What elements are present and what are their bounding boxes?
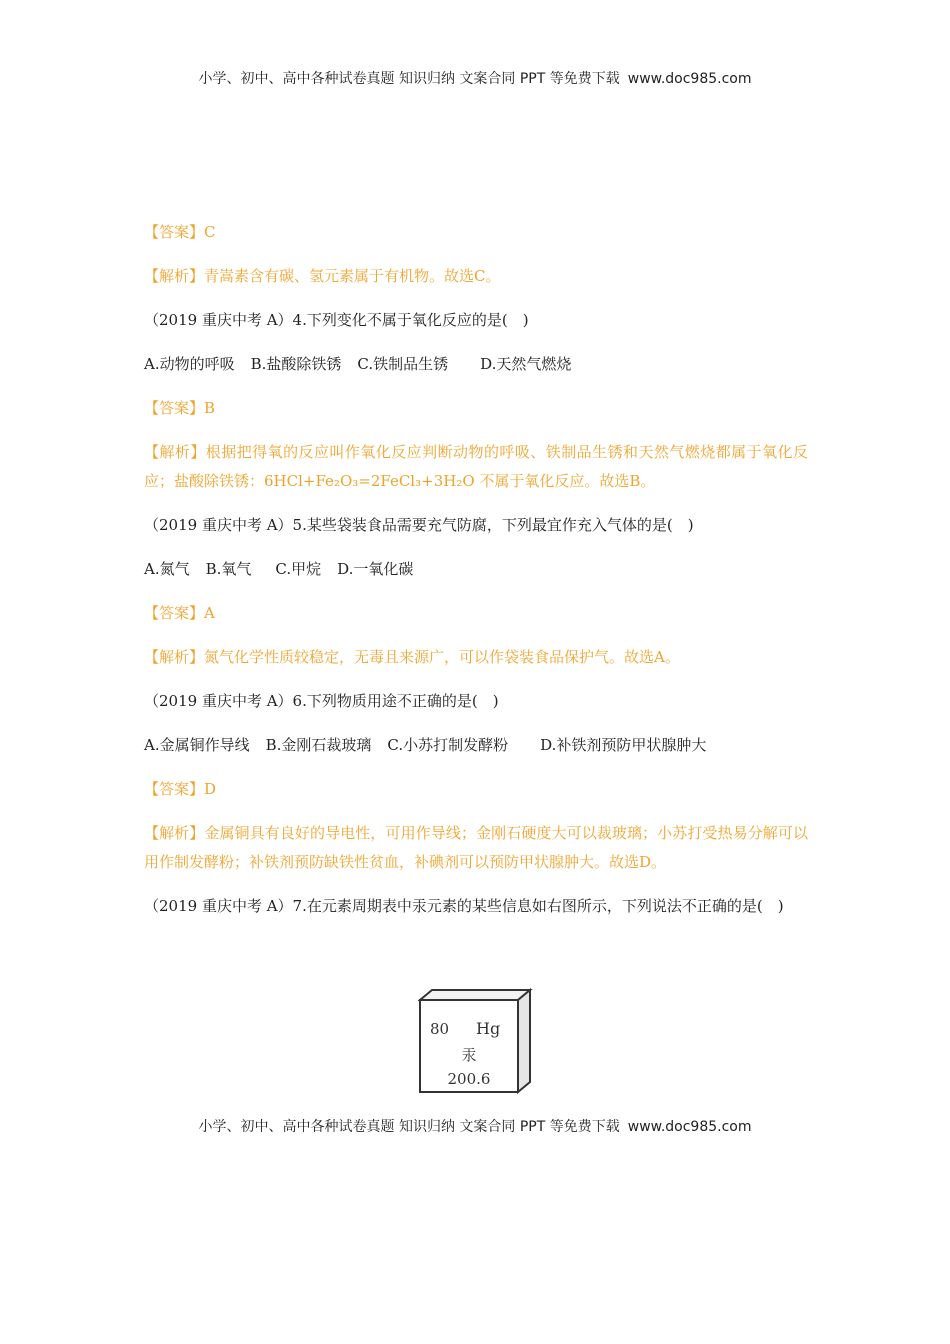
q5-option-b: B.氧气: [205, 560, 252, 578]
q4-answer: 【答案】B: [144, 399, 216, 417]
q5-option-d: D.一氧化碳: [337, 560, 414, 578]
q4-question: （2019 重庆中考 A）4.下列变化不属于氧化反应的是( ): [144, 311, 529, 329]
q6-options: [144, 731, 808, 760]
q5-question: （2019 重庆中考 A）5.某些袋装食品需要充气防腐，下列最宜作充入气体的是( ): [144, 516, 694, 534]
q6-option-c: C.小苏打制发酵粉: [387, 736, 509, 754]
mercury-element-cell: [418, 988, 534, 1096]
element-number: 80: [430, 1020, 450, 1038]
q6-option-b: B.金刚石裁玻璃: [265, 736, 372, 754]
q5-analysis: 【解析】氮气化学性质较稳定，无毒且来源广，可以作袋装食品保护气。故选A。: [144, 648, 680, 666]
element-symbol: Hg: [476, 1019, 501, 1038]
q4-option-d: D.天然气燃烧: [480, 355, 572, 373]
q3-answer: 【答案】C: [144, 223, 216, 241]
q4-analysis: 【解析】根据把得氧的反应叫作氧化反应判断动物的呼吸、铁制品生锈和天然气燃烧都属于氧化反应；盐酸除铁锈：6HCl+Fe₂O₃=2FeCl₃+3H₂O 不属于氧化反应。故选B。: [144, 443, 808, 490]
q5-option-a: A.氮气: [144, 560, 190, 578]
document-body: [144, 218, 808, 921]
header-text: 小学、初中、高中各种试卷真题 知识归纳 文案合同 PPT 等免费下载: [198, 71, 620, 87]
q4-option-c: C.铁制品生锈: [357, 355, 449, 373]
q5-answer: 【答案】A: [144, 604, 215, 622]
q6-option-d: D.补铁剂预防甲状腺肿大: [540, 736, 707, 754]
q4-option-b: B.盐酸除铁锈: [250, 355, 342, 373]
q6-question: （2019 重庆中考 A）6.下列物质用途不正确的是( ): [144, 692, 499, 710]
page-header: [0, 68, 950, 88]
footer-url[interactable]: www.doc985.com: [627, 1119, 752, 1135]
q5-option-c: C.甲烷: [275, 560, 322, 578]
q5-options: [144, 555, 808, 584]
q4-option-a: A.动物的呼吸: [144, 355, 235, 373]
q3-analysis: 【解析】青嵩素含有碳、氢元素属于有机物。故选C。: [144, 267, 501, 285]
footer-text: 小学、初中、高中各种试卷真题 知识归纳 文案合同 PPT 等免费下载: [198, 1119, 620, 1135]
q6-analysis: 【解析】金属铜具有良好的导电性，可用作导线；金刚石硬度大可以裁玻璃；小苏打受热易分解可以用作制发酵粉；补铁剂预防缺铁性贫血，补碘剂可以预防甲状腺肿大。故选D。: [144, 824, 808, 871]
q7-question: （2019 重庆中考 A）7.在元素周期表中汞元素的某些信息如右图所示，下列说法不正确的是( ): [144, 897, 784, 915]
header-url[interactable]: www.doc985.com: [627, 71, 752, 87]
q6-option-a: A.金属铜作导线: [144, 736, 250, 754]
element-name: 汞: [461, 1046, 477, 1064]
page-footer: [0, 1116, 950, 1136]
q4-options: [144, 350, 808, 379]
element-mass: 200.6: [447, 1070, 491, 1088]
q6-answer: 【答案】D: [144, 780, 217, 798]
